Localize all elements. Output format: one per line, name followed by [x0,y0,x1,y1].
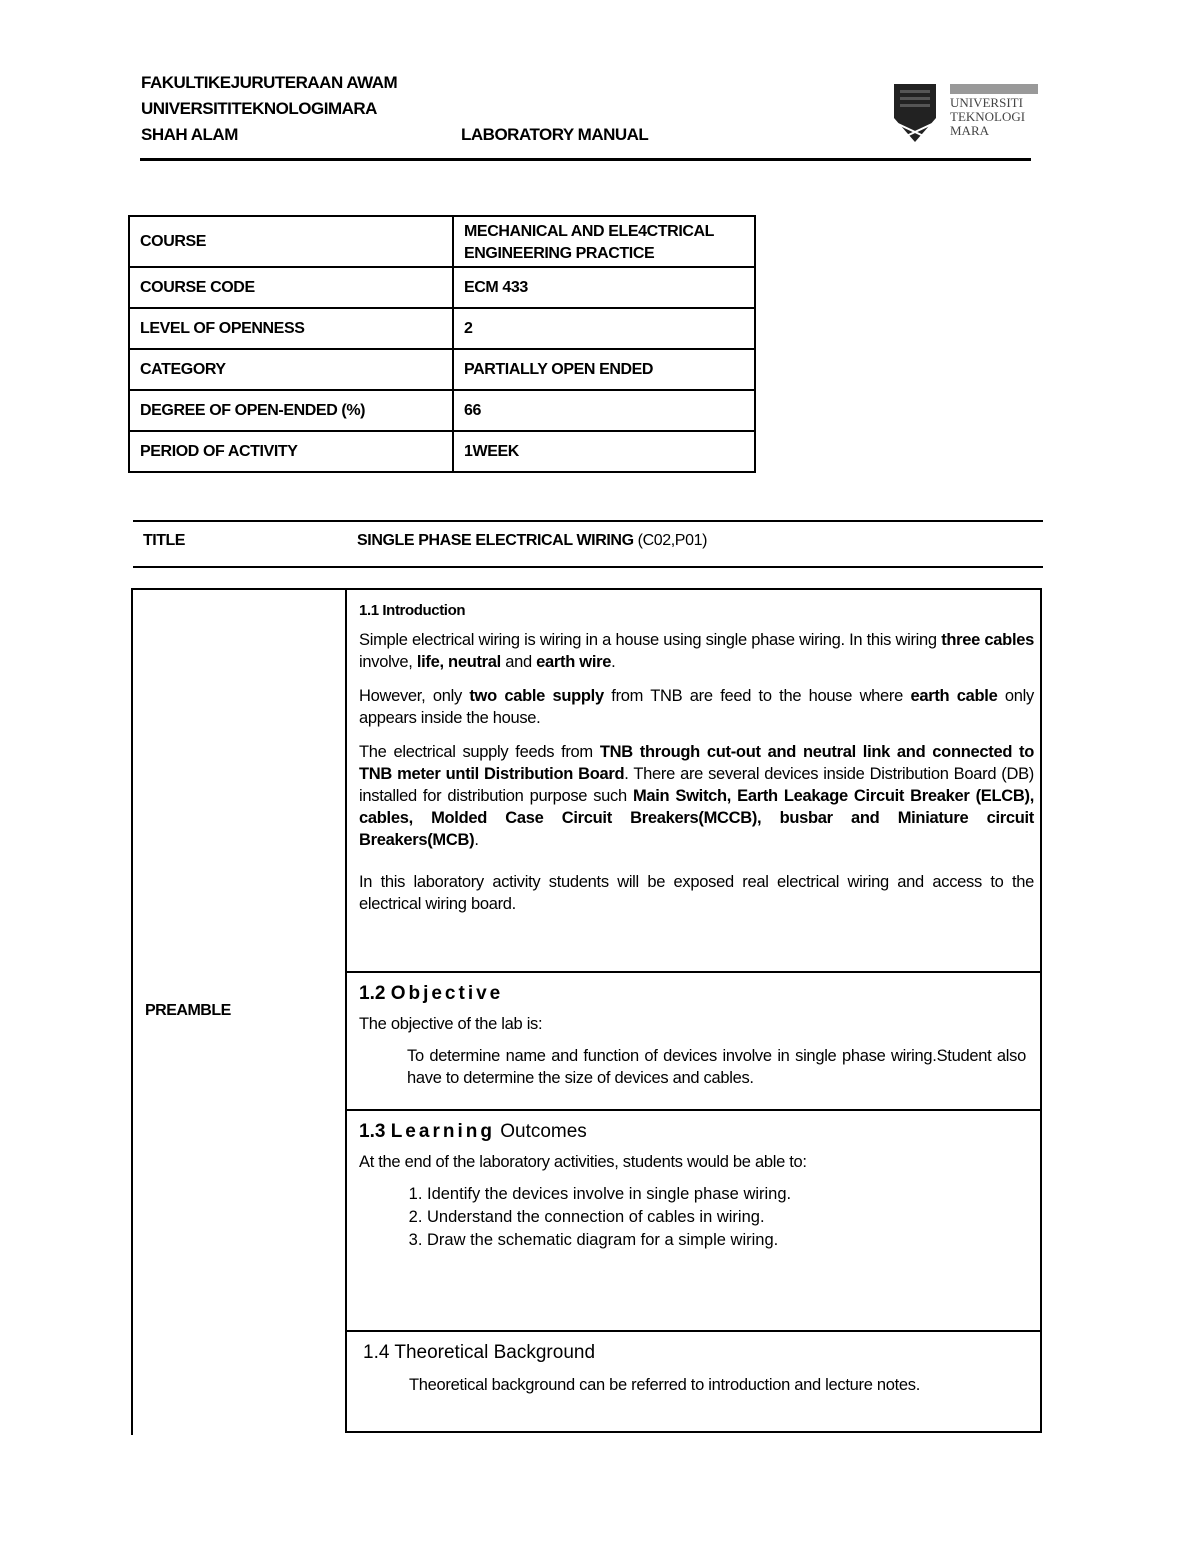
header-block [141,70,397,148]
intro-paragraph-4: In this laboratory activity students will be exposed real electrical wiring and access to the electrical wiring board. [359,873,1034,913]
introduction-heading: 1.1 Introduction [359,602,466,619]
table-row [129,390,755,431]
preamble-label-cell [131,588,349,1435]
campus-name: SHAH ALAM [141,125,238,144]
faculty-name: FAKULTIKEJURUTERAAN AWAM [141,73,398,92]
introduction-section [347,590,1040,973]
intro-paragraph-1: Simple electrical wiring is wiring in a house using single phase wiring. In this wiring three cables involve, life, neutral and earth wire. [359,631,1035,671]
theory-section [347,1332,1040,1431]
degree-key: DEGREE OF OPEN-ENDED (%) [129,390,453,431]
level-key: LEVEL OF OPENNESS [129,308,453,349]
preamble-label: PREAMBLE [145,1002,231,1019]
list-item: 1. Identify the devices involve in single phase wiring. [427,1183,1034,1206]
list-item: 2. Understand the connection of cables in wiring. [427,1206,1034,1229]
category-key: CATEGORY [129,349,453,390]
table-row [129,267,755,308]
objective-text: To determine name and function of devices involve in single phase wiring.Student also have to determine the size of devices and cables. [407,1047,1026,1087]
outcomes-heading: 1.3 Learning Outcomes [359,1121,587,1142]
period-value: 1WEEK [453,431,755,472]
title-row [133,520,1043,568]
course-code-key: COURSE CODE [129,267,453,308]
period-key: PERIOD OF ACTIVITY [129,431,453,472]
title-label: TITLE [143,532,185,549]
outcomes-list [359,1183,1034,1252]
university-logo [892,82,1042,144]
university-name: UNIVERSITITEKNOLOGIMARA [141,99,377,118]
intro-paragraph-2: However, only two cable supply from TNB are feed to the house where earth cable only appears inside the house. [359,687,1034,727]
preamble-content [345,588,1042,1433]
logo-line-1: UNIVERSITI [950,95,1023,110]
learning-outcomes-section [347,1111,1040,1332]
logo-line-2: TEKNOLOGI [950,109,1026,124]
course-key: COURSE [129,216,453,267]
course-info-table [128,215,756,473]
objective-section [347,973,1040,1111]
category-value: PARTIALLY OPEN ENDED [453,349,755,390]
theory-text: Theoretical background can be referred to introduction and lecture notes. [409,1376,921,1394]
course-code-value: ECM 433 [453,267,755,308]
degree-value: 66 [453,390,755,431]
course-value: MECHANICAL AND ELE4CTRICAL ENGINEERING PRACTICE [453,216,755,267]
lab-title-main: SINGLE PHASE ELECTRICAL WIRING [357,532,634,549]
table-row [129,431,755,472]
objective-heading: 1.2 Objective [359,983,504,1004]
header-rule [140,158,1031,161]
table-row [129,349,755,390]
outcomes-lead: At the end of the laboratory activities, students would be able to: [359,1153,807,1171]
objective-lead: The objective of the lab is: [359,1015,543,1033]
doc-type: LABORATORY MANUAL [461,125,649,144]
lab-title [357,532,707,550]
table-row [129,308,755,349]
table-row [129,216,755,267]
list-item: 3. Draw the schematic diagram for a simple wiring. [427,1229,1034,1252]
lab-title-codes: (C02,P01) [633,532,707,549]
intro-paragraph-3: The electrical supply feeds from TNB through cut-out and neutral link and connected to TNB meter until Distribution Board. There are several devices inside Distribution Board (DB) installed for distribution purpose such Main Switch, Earth Leakage Circuit Breaker (ELCB), cables, Molded Case Circuit Breakers(MCCB), busbar and Miniature circuit Breakers(MCB). [359,743,1034,849]
theory-heading: 1.4 Theoretical Background [363,1342,596,1363]
level-value: 2 [453,308,755,349]
logo-line-3: MARA [950,123,990,138]
